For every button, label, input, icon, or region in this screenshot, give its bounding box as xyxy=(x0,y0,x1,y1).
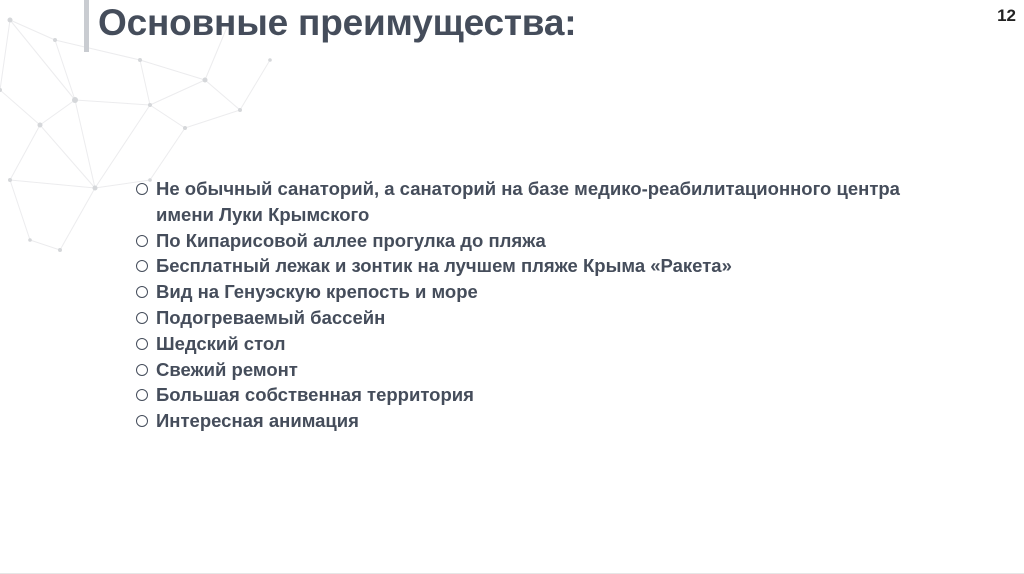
list-item xyxy=(136,253,956,279)
list-item xyxy=(136,357,956,383)
circle-bullet-icon xyxy=(136,260,148,272)
advantages-list xyxy=(136,176,956,434)
circle-bullet-icon xyxy=(136,415,148,427)
circle-bullet-icon xyxy=(136,364,148,376)
page-number: 12 xyxy=(997,6,1016,25)
list-item-text: Интересная анимация xyxy=(156,410,359,432)
circle-bullet-icon xyxy=(136,183,148,195)
list-item-text: Не обычный санаторий, а санаторий на базе медико-реабилитационного центра имени Луки Крымского xyxy=(156,178,900,225)
circle-bullet-icon xyxy=(136,286,148,298)
circle-bullet-icon xyxy=(136,235,148,247)
circle-bullet-icon xyxy=(136,338,148,350)
list-item xyxy=(136,305,956,331)
circle-bullet-icon xyxy=(136,389,148,401)
title-accent-bar xyxy=(84,0,89,52)
list-item xyxy=(136,382,956,408)
list-item xyxy=(136,279,956,305)
list-item xyxy=(136,331,956,357)
list-item xyxy=(136,176,956,228)
list-item-text: Вид на Генуэскую крепость и море xyxy=(156,281,478,303)
list-item xyxy=(136,228,956,254)
slide-title: Основные преимущества: xyxy=(98,2,577,43)
list-item-text: Шедский стол xyxy=(156,332,286,354)
list-item-text: Свежий ремонт xyxy=(156,358,298,380)
list-item xyxy=(136,408,956,434)
list-item-text: Большая собственная территория xyxy=(156,384,474,406)
list-item-text: Бесплатный лежак и зонтик на лучшем пляже Крыма «Ракета» xyxy=(156,255,732,277)
list-item-text: Подогреваемый бассейн xyxy=(156,306,386,328)
list-item-text: По Кипарисовой аллее прогулка до пляжа xyxy=(156,229,546,251)
circle-bullet-icon xyxy=(136,312,148,324)
